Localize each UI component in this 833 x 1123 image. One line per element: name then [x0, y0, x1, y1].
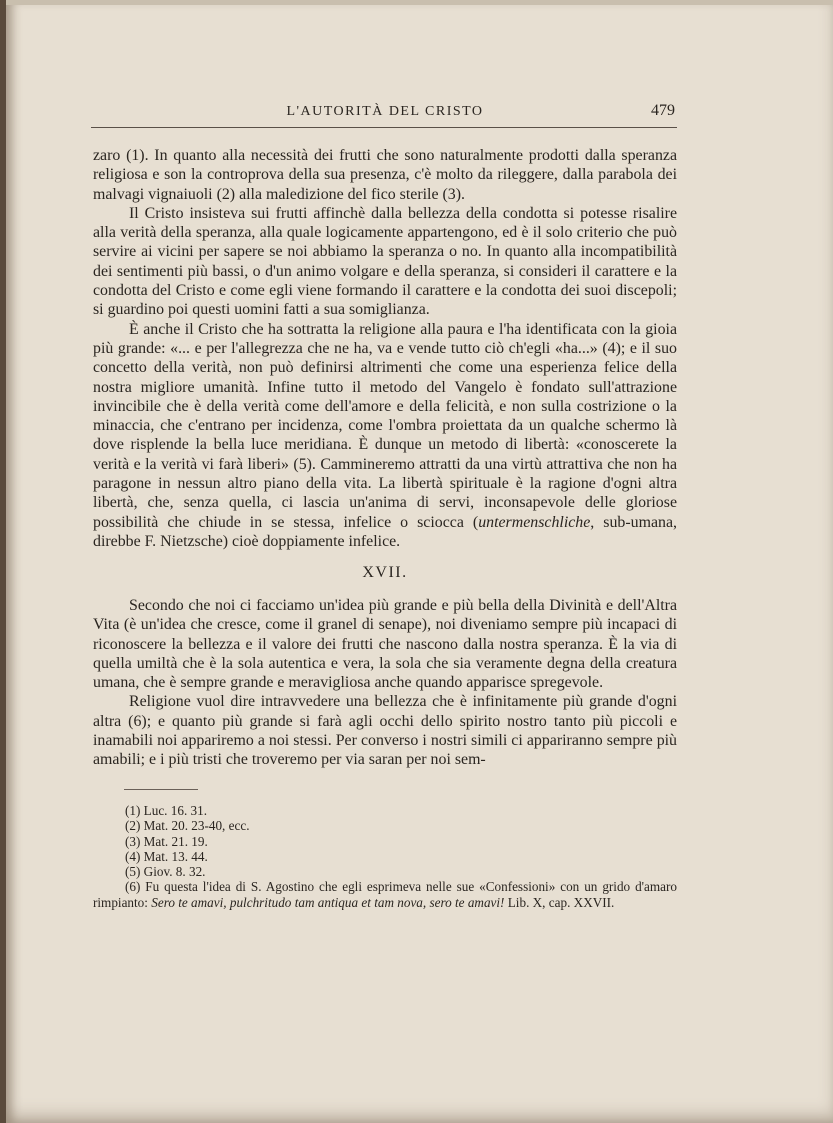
- paragraph: Secondo che noi ci facciamo un'idea più grande e più bella della Divinità e dell'Altra Vita (è un'idea che cresce, come il granel di senape), noi diveniamo sempre più incapaci di riconoscere la bellezza e il valore dei frutti che nascono dalla nostra speranza. È la via di quella umiltà che è la sola autentica e vera, la sola che sia veramente degna della creatura umana, che è sempre grande e meravigliosa anche quando apparisce spregevole.: [93, 597, 677, 692]
- running-head: L'AUTORITÀ DEL CRISTO: [286, 104, 484, 119]
- paragraph: zaro (1). In quanto alla necessità dei frutti che sono naturalmente prodotti dalla speranza religiosa e son la controprova della sua presenza, c'è molto da rileggere, dalla parabola dei malvagi vignaiuoli (2) alla maledizione del fico sterile (3).: [93, 147, 677, 203]
- footnote: (2) Mat. 20. 23-40, ecc.: [125, 818, 250, 834]
- footnote: (1) Luc. 16. 31.: [125, 803, 208, 818]
- footnote: (5) Giov. 8. 32.: [125, 864, 206, 880]
- page-number: 479: [651, 102, 675, 119]
- section-heading: XVII.: [362, 564, 408, 581]
- italic-term: untermenschliche: [478, 513, 591, 531]
- footnote: (4) Mat. 13. 44.: [125, 848, 208, 864]
- paragraph: [93, 320, 677, 552]
- section-16-body: [93, 146, 677, 551]
- paragraph: Il Cristo insisteva sui frutti affinchè dalla bellezza della condotta si potesse risalire alla verità della speranza, alla quale logicamente appartengono, ed è il solo criterio che può servire ai vicini per sapere se noi abbiamo la speranza o no. In quanto alla incompatibilità dei sentimenti più bassi, o d'un animo volgare e della speranza, si consideri il carattere e la condotta del Cristo e come egli viene formando il carattere e la condotta dei suoi discepoli; si guardino poi questi uomini fatti a sua somiglianza.: [93, 204, 677, 319]
- footnote-rule: [124, 789, 198, 790]
- paragraph: Religione vuol dire intravvedere una bellezza che è infinitamente più grande d'ogni altra (6); e quanto più grande si farà agli occhi dello spirito nostro tanto più piccoli e inamabili noi appariremo a noi stessi. Per converso i nostri simili ci appariranno sempre più amabili; e i più tristi che troveremo per via saran per noi sem-: [93, 693, 677, 769]
- paragraph-text: È anche il Cristo che ha sottratta la religione alla paura e l'ha identificata con la gioia più grande: «... e per l'allegrezza che ne ha, va e vende tutto ciò ch'egli «ha...» (4); e il suo concetto della verità, non può definirsi altrimenti che come una esperienza felice della nostra migliore umanità. Infine tutto il metodo del Vangelo è fondato sull'attrazione invincibile che è della verità come dell'amore e della felicità, e non sulla costrizione o la minaccia, che c'entrano per incidenza, come l'ombra proiettata da un qualche schermo là dove risplende la bella luce meridiana. È dunque un metodo di libertà: «conoscerete la verità e la verità vi farà liberi» (5). Cammineremo attratti da una virtù attrattiva che non ha paragone in nessun altro piano della vita. La libertà spirituale è la ragione d'ogni altra libertà, che, senza quella, ci lascia un'anima di servi, inconsapevole delle gloriose possibilità che chiude in se stessa, infelice o sciocca (: [93, 320, 677, 531]
- footnotes: [93, 803, 677, 910]
- paragraph-text-end: , sub-umana, direbbe F. Nietzsche) cioè doppiamente infelice.: [93, 513, 677, 550]
- section-17-body: [93, 596, 677, 770]
- book-page: [6, 0, 833, 1123]
- page-header: [91, 104, 679, 128]
- footnote: (3) Mat. 21. 19.: [125, 833, 208, 849]
- footnote: [93, 879, 677, 910]
- footnote-text: (6) Fu questa l'idea di S. Agostino che egli esprimeva nelle sue «Confessioni» con un grido d'amaro rimpianto:: [93, 879, 677, 910]
- header-rule: [91, 127, 677, 128]
- latin-quote: Sero te amavi, pulchritudo tam antiqua et tam nova, sero te amavi!: [151, 894, 505, 910]
- footnote-text-end: Lib. X, cap. XXVII.: [504, 894, 615, 910]
